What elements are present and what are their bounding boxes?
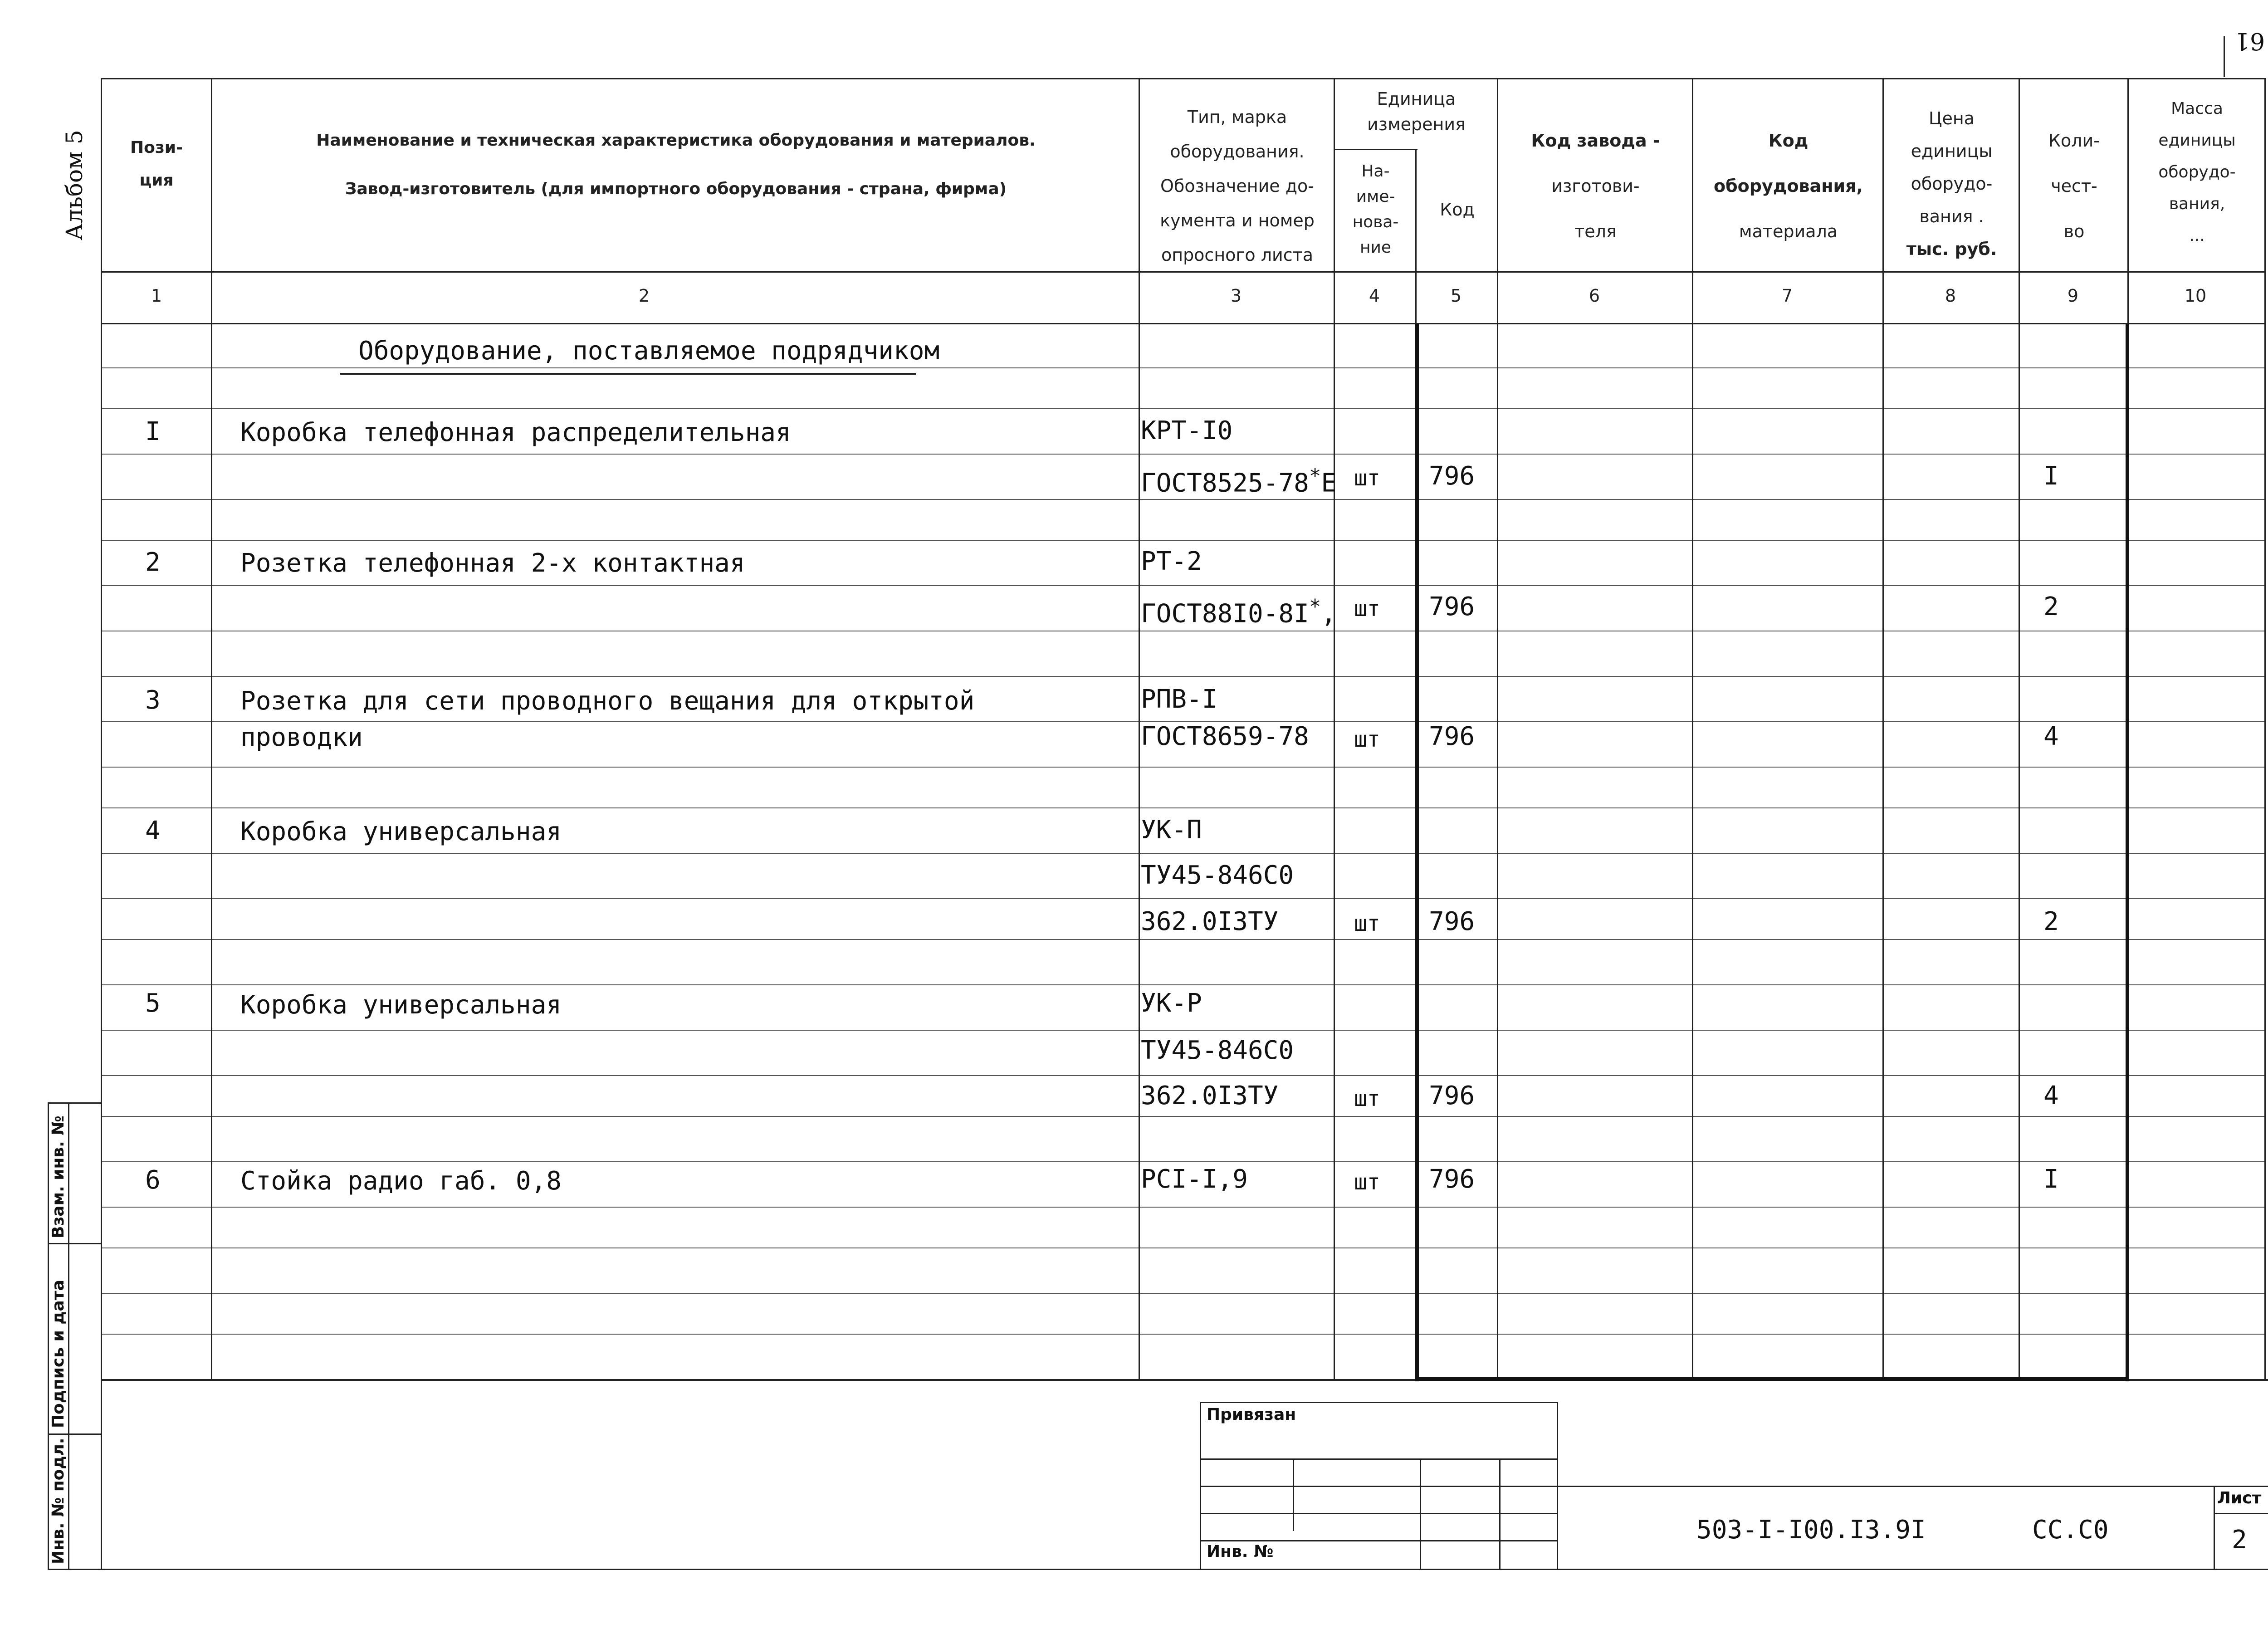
col-number-7: 7 [1781, 286, 1793, 306]
row-type: ГОСТ88I0-8I*, [1141, 595, 1337, 629]
row-name: Коробка универсальная [240, 990, 562, 1020]
sheet-label: Лист [2217, 1489, 2262, 1507]
header-col5: Код [1440, 200, 1475, 220]
row-quantity: 2 [2043, 907, 2059, 936]
header-col10: Масса единицы оборудо- вания, ... [2158, 99, 2236, 245]
header-col3: Тип, марка оборудования. Обозначение до- кумента и номер опросного листа [1160, 107, 1315, 265]
row-name: проводки [240, 723, 363, 752]
col-number-8: 8 [1945, 286, 1956, 306]
header-col1: Пози- ция [130, 138, 183, 190]
row-unit: шт [1354, 1086, 1380, 1111]
header-col2-line1: Наименование и техническая характеристика оборудования и материалов. [316, 131, 1036, 150]
row-type: 362.0I3ТУ [1141, 907, 1279, 936]
row-position: I [145, 417, 161, 446]
row-unit-code: 796 [1429, 461, 1475, 491]
row-type: ТУ45-846С0 [1141, 1036, 1294, 1065]
row-type: ГОСТ8659-78 [1141, 722, 1309, 751]
row-quantity: 4 [2043, 1081, 2059, 1111]
sheet-number: 2 [2232, 1525, 2247, 1555]
album-label: Альбом 5 [61, 130, 88, 240]
col-number-1: 1 [151, 286, 162, 306]
header-col6: Код завода - изготови- теля [1531, 131, 1660, 241]
row-position: 4 [145, 816, 161, 846]
corner-number: 61 [2234, 27, 2265, 54]
stamp-replace-inv: Взам. инв. № [49, 1115, 68, 1238]
header-col8: Цена единицы оборудо- вания . тыс. руб. [1906, 108, 1997, 259]
col-number-4: 4 [1369, 286, 1380, 306]
row-unit-code: 796 [1429, 722, 1475, 751]
col-number-10: 10 [2184, 286, 2207, 306]
header-col2-line2: Завод-изготовитель (для импортного оборудования - страна, фирма) [345, 180, 1007, 198]
row-type: УК-П [1141, 815, 1202, 845]
col-number-3: 3 [1230, 286, 1242, 306]
row-unit: шт [1354, 727, 1380, 752]
inventory-number-label: Инв. № [1207, 1542, 1274, 1561]
col-number-6: 6 [1589, 286, 1600, 306]
row-type: РТ-2 [1141, 547, 1202, 576]
row-quantity: 2 [2043, 592, 2059, 621]
row-name: Коробка универсальная [240, 817, 562, 846]
stamp-signature-date: Подпись и дата [49, 1280, 68, 1428]
row-type: УК-Р [1141, 988, 1202, 1018]
section-title: Оборудование, поставляемое подрядчиком [358, 336, 940, 366]
row-unit: шт [1354, 911, 1380, 936]
document-code: 503-I-I00.I3.9I [1696, 1515, 1926, 1545]
document-mark: СС.С0 [2032, 1515, 2109, 1545]
row-position: 6 [145, 1165, 161, 1195]
header-col4: На- име- нова- ние [1352, 162, 1399, 257]
row-name: Розетка для сети проводного вещания для открытой [240, 686, 975, 716]
col-number-2: 2 [638, 286, 650, 306]
row-type: РПВ-I [1141, 685, 1217, 714]
row-position: 2 [145, 548, 161, 577]
row-unit: шт [1354, 596, 1380, 621]
row-type: КРТ-I0 [1141, 416, 1233, 445]
row-name: Розетка телефонная 2-х контактная [240, 548, 745, 578]
row-unit: шт [1354, 1169, 1380, 1195]
corner-mark [2224, 36, 2225, 77]
row-unit: шт [1354, 465, 1380, 491]
row-quantity: I [2043, 461, 2059, 491]
row-unit-code: 796 [1429, 907, 1475, 936]
row-type: 362.0I3ТУ [1141, 1081, 1279, 1111]
section-title-underline [340, 373, 916, 375]
header-col9: Коли- чест- во [2048, 131, 2100, 241]
col-number-9: 9 [2067, 286, 2079, 306]
row-type: РСI-I,9 [1141, 1164, 1248, 1194]
row-unit-code: 796 [1429, 592, 1475, 621]
row-unit-code: 796 [1429, 1164, 1475, 1194]
row-type: ГОСТ8525-78*Е [1141, 465, 1337, 498]
row-position: 5 [145, 988, 161, 1018]
row-unit-code: 796 [1429, 1081, 1475, 1111]
header-col7: Код оборудования, материала [1714, 131, 1863, 241]
stamp-original-inv: Инв. № подл. [49, 1438, 68, 1564]
row-position: 3 [145, 685, 161, 715]
row-name: Стойка радио габ. 0,8 [240, 1166, 562, 1196]
bound-label: Привязан [1207, 1405, 1296, 1424]
row-quantity: 4 [2043, 722, 2059, 751]
col-number-5: 5 [1450, 286, 1462, 306]
row-quantity: I [2043, 1164, 2059, 1194]
row-name: Коробка телефонная распределительная [240, 418, 791, 447]
header-unit-group: Единица измерения [1367, 89, 1466, 134]
row-type: ТУ45-846С0 [1141, 861, 1294, 890]
